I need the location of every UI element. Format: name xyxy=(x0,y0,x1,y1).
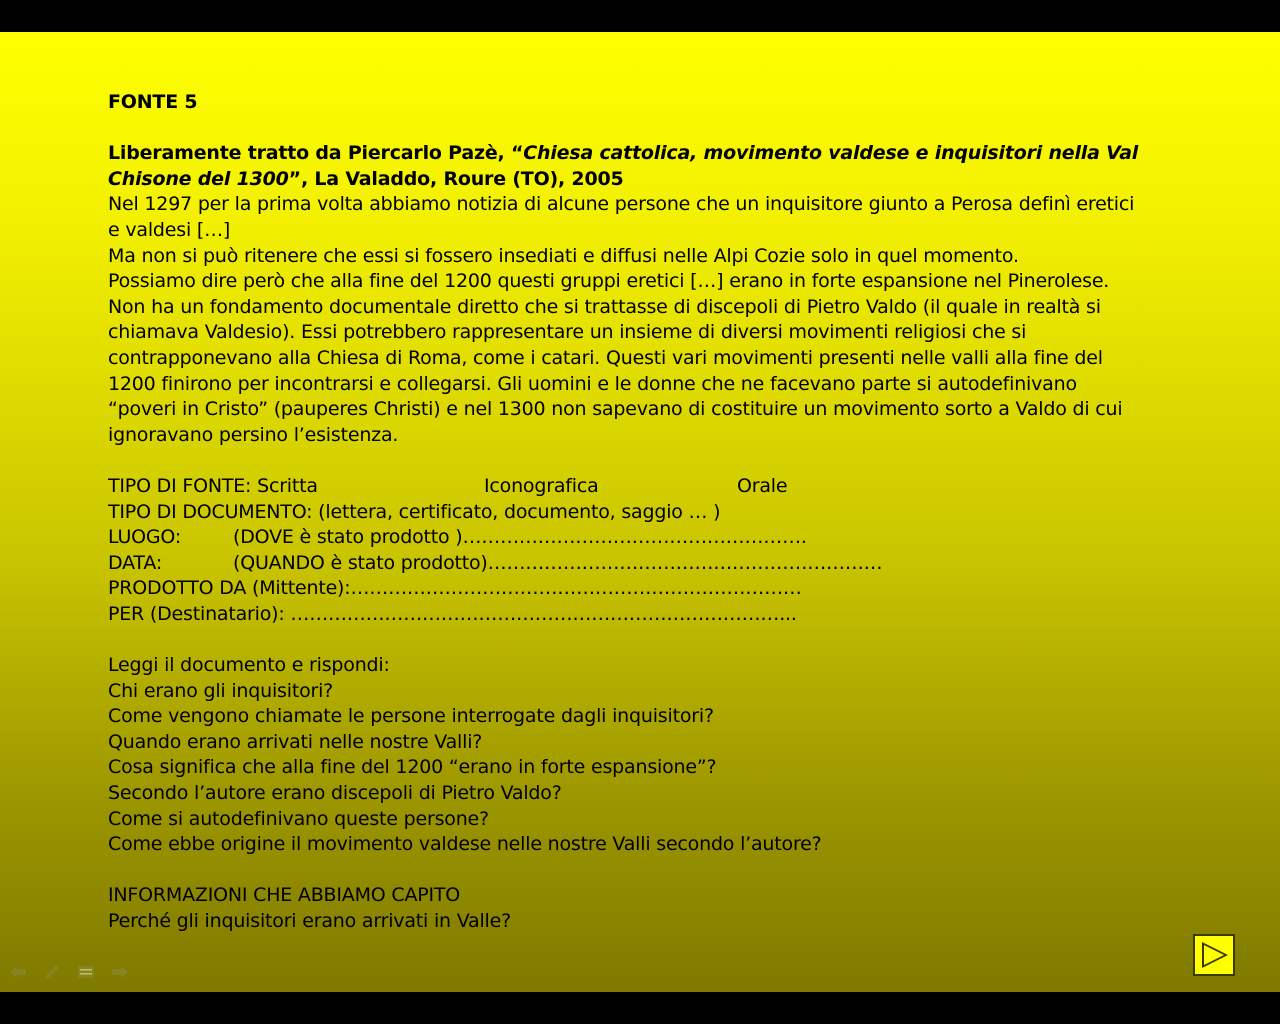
destinatario-row: PER (Destinatario): ……………………………………………………………………... xyxy=(108,602,797,625)
slide xyxy=(0,32,1280,992)
body-line: chiamava Valdesio). Essi potrebbero rappresentare un insieme di diversi movimenti religiosi che si xyxy=(108,321,1027,344)
body-line: Ma non si può ritenere che essi si fossero insediati e diffusi nelle Alpi Cozie solo in quel momento. xyxy=(108,244,1019,267)
luogo-row xyxy=(108,525,1198,551)
citation-line-2 xyxy=(108,167,1198,193)
data-label: DATA: xyxy=(108,551,163,574)
slideshow-nav xyxy=(8,962,130,982)
question-item: Chi erano gli inquisitori? xyxy=(108,679,334,702)
pen-icon[interactable] xyxy=(42,963,62,981)
question-item: Secondo l’autore erano discepoli di Pietro Valdo? xyxy=(108,782,562,805)
tipo-fonte-label: TIPO DI FONTE: Scritta xyxy=(108,474,318,497)
citation-title-1: Chiesa cattolica, movimento valdese e inquisitori nella Val xyxy=(523,142,1139,165)
info-question: Perché gli inquisitori erano arrivati in Valle? xyxy=(108,910,511,932)
data-row xyxy=(108,551,1198,577)
next-slide-button[interactable] xyxy=(1193,934,1235,976)
citation-suffix: ”, La Valaddo, Roure (TO), 2005 xyxy=(288,167,624,190)
letterbox-bottom xyxy=(0,992,1280,1024)
menu-icon[interactable] xyxy=(76,963,96,981)
info-heading: INFORMAZIONI CHE ABBIAMO CAPITO xyxy=(108,884,461,907)
play-triangle-icon xyxy=(1195,936,1233,974)
data-field: (QUANDO è stato prodotto)……………………………………………………… xyxy=(233,551,883,574)
question-item: Quando erano arrivati nelle nostre Valli? xyxy=(108,730,483,753)
body-line: e valdesi […] xyxy=(108,218,231,241)
letterbox-top xyxy=(0,0,1280,32)
tipo-fonte-iconografica: Iconografica xyxy=(484,474,599,497)
body-line: ignoravano persino l’esistenza. xyxy=(108,423,399,446)
question-item: Come vengono chiamate le persone interrogate dagli inquisitori? xyxy=(108,705,714,728)
citation-title-2: Chisone del 1300 xyxy=(108,167,289,190)
luogo-field: (DOVE è stato prodotto )………………………………………………. xyxy=(233,526,807,549)
body-line: contrapponevano alla Chiesa di Roma, come i catari. Questi vari movimenti presenti nelle valli alla fine del xyxy=(108,346,1103,369)
arrow-right-icon[interactable] xyxy=(110,963,130,981)
body-line: 1200 finirono per incontrarsi e collegarsi. Gli uomini e le donne che ne facevano parte si autodefinivano xyxy=(108,372,1077,395)
body-line: Nel 1297 per la prima volta abbiamo notizia di alcune persone che un inquisitore giunto a Perosa definì eretici xyxy=(108,193,1135,216)
body-line: “poveri in Cristo” (pauperes Christi) e nel 1300 non sapevano di costituire un movimento sorto a Valdo di cui xyxy=(108,398,1123,421)
arrow-left-icon[interactable] xyxy=(8,963,28,981)
luogo-label: LUOGO: xyxy=(108,526,182,549)
citation-line-1 xyxy=(108,141,1198,167)
questions-intro: Leggi il documento e rispondi: xyxy=(108,654,390,677)
prodotto-da-row: PRODOTTO DA (Mittente):……………………………………………………………… xyxy=(108,577,802,600)
question-item: Cosa significa che alla fine del 1200 “erano in forte espansione”? xyxy=(108,756,717,779)
tipo-fonte-orale: Orale xyxy=(737,474,788,497)
tipo-fonte-row xyxy=(108,474,1198,500)
slide-content xyxy=(108,90,1198,935)
source-heading: FONTE 5 xyxy=(108,91,198,113)
citation-prefix: Liberamente tratto da Piercarlo Pazè, “ xyxy=(108,142,524,165)
body-line: Possiamo dire però che alla fine del 1200 questi gruppi eretici […] erano in forte espansione nel Pinerolese. xyxy=(108,270,1110,293)
tipo-documento-row: TIPO DI DOCUMENTO: (lettera, certificato, documento, saggio … ) xyxy=(108,500,721,523)
question-item: Come ebbe origine il movimento valdese nelle nostre Valli secondo l’autore? xyxy=(108,833,822,856)
body-line: Non ha un fondamento documentale diretto che si trattasse di discepoli di Pietro Valdo (il quale in realtà si xyxy=(108,295,1101,318)
question-item: Come si autodefinivano queste persone? xyxy=(108,807,489,830)
